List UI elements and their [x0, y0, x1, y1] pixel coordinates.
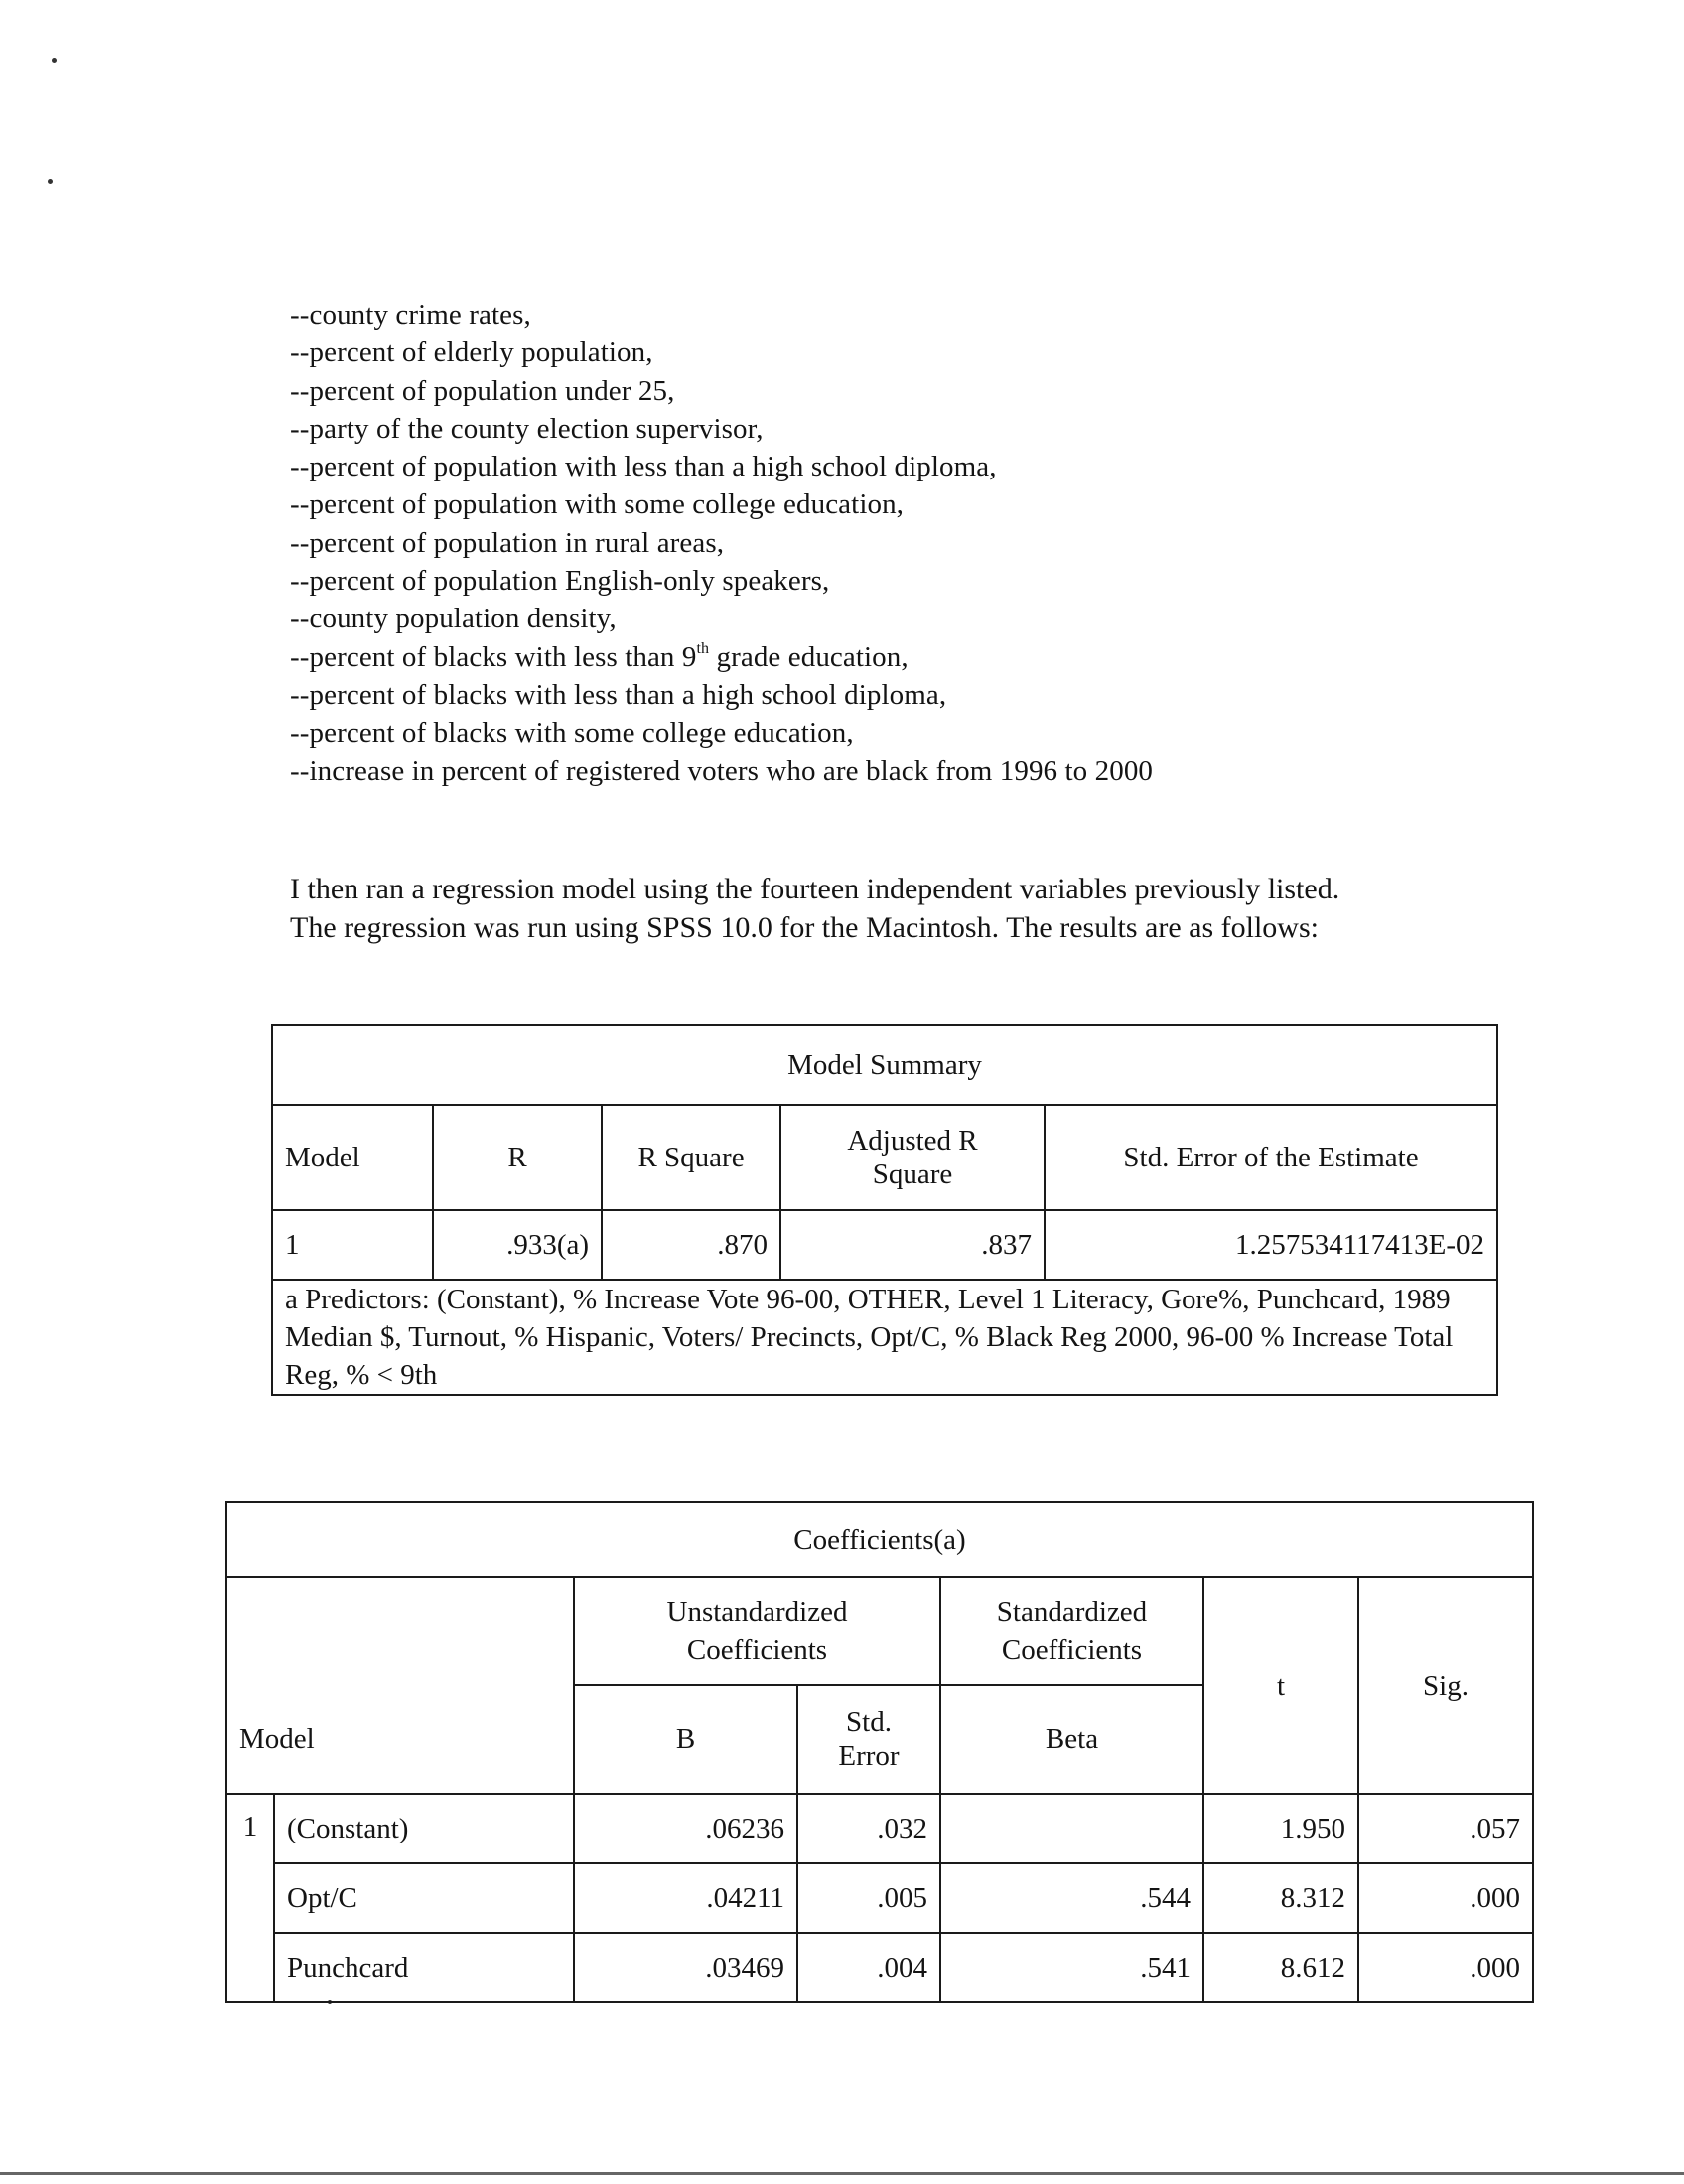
table-cell: 1.257534117413E-02: [1045, 1210, 1497, 1280]
model-summary-table: [271, 1024, 1498, 1396]
table-cell: .057: [1358, 1794, 1533, 1863]
column-header: t: [1203, 1577, 1358, 1794]
list-item: --party of the county election supervisor,: [290, 412, 764, 445]
list-item: --increase in percent of registered voters who are black from 1996 to 2000: [290, 754, 1154, 787]
header-line: Coefficients: [1001, 1634, 1143, 1666]
model-number-cell: 1: [226, 1794, 274, 2002]
table-cell: .004: [797, 1933, 940, 2002]
table-cell: .870: [602, 1210, 780, 1280]
table-title: Coefficients(a): [226, 1502, 1533, 1577]
column-header: Std. Error of the Estimate: [1045, 1105, 1497, 1210]
list-item: --percent of population under 25,: [290, 374, 675, 407]
table-row: [226, 1933, 1533, 2002]
list-item: --percent of population English-only speakers,: [290, 565, 830, 598]
table-cell: (Constant): [274, 1794, 574, 1863]
header-line: Standardized: [996, 1596, 1148, 1628]
table-cell: [226, 1577, 574, 1685]
list-item-text: --percent of blacks with less than 9: [290, 640, 697, 673]
header-line: Adjusted R: [847, 1125, 978, 1157]
column-header: [940, 1577, 1203, 1685]
intro-line: I then ran a regression model using the fourteen independent variables previously listed.: [290, 873, 1340, 905]
header-line: Std.: [846, 1706, 892, 1738]
column-header: [797, 1685, 940, 1794]
column-header: B: [574, 1685, 797, 1794]
table-cell: .032: [797, 1794, 940, 1863]
header-line: Error: [838, 1740, 900, 1772]
table-cell: .04211: [574, 1863, 797, 1933]
column-header: R: [433, 1105, 602, 1210]
scan-edge-line: [0, 2172, 1684, 2175]
coefficients-table: [225, 1501, 1534, 2003]
column-header: [780, 1105, 1045, 1210]
column-header: Sig.: [1358, 1577, 1533, 1794]
scan-speck: [52, 58, 57, 63]
table-cell: .000: [1358, 1863, 1533, 1933]
list-item: --percent of population in rural areas,: [290, 526, 725, 559]
header-line: Unstandardized: [666, 1596, 848, 1628]
list-item: --county population density,: [290, 603, 617, 635]
table-cell: .005: [797, 1863, 940, 1933]
column-header: R Square: [602, 1105, 780, 1210]
intro-paragraph: [290, 870, 1339, 947]
table-cell: .541: [940, 1933, 1203, 2002]
table-cell: .03469: [574, 1933, 797, 2002]
list-item-text: grade education,: [709, 640, 909, 673]
header-line: Square: [872, 1159, 953, 1190]
table-cell: 1: [272, 1210, 433, 1280]
column-header: Beta: [940, 1685, 1203, 1794]
table-cell: 8.612: [1203, 1933, 1358, 2002]
table-cell: .837: [780, 1210, 1045, 1280]
superscript: th: [696, 640, 710, 658]
table-cell: .000: [1358, 1933, 1533, 2002]
list-item: --percent of blacks with less than a high school diploma,: [290, 678, 947, 711]
list-item: --percent of population with some college education,: [290, 488, 905, 521]
table-cell: .06236: [574, 1794, 797, 1863]
table-row: [226, 1794, 1533, 1863]
table-footnote: a Predictors: (Constant), % Increase Vote 96-00, OTHER, Level 1 Literacy, Gore%, Punchcard, 1989 Median $, Turnout, % Hispanic, Voters/ Precincts, Opt/C, % Black Reg 2000, 96-00 % Increase Total Reg, % < 9th: [272, 1280, 1497, 1395]
table-cell: Punchcard: [274, 1933, 574, 2002]
list-item: --county crime rates,: [290, 299, 531, 331]
table-cell: 1.950: [1203, 1794, 1358, 1863]
table-cell: .933(a): [433, 1210, 602, 1280]
table-cell: [940, 1794, 1203, 1863]
variable-list: [290, 296, 1153, 790]
column-header: Model: [272, 1105, 433, 1210]
table-cell: 8.312: [1203, 1863, 1358, 1933]
list-item: --percent of population with less than a high school diploma,: [290, 451, 997, 483]
table-cell: Opt/C: [274, 1863, 574, 1933]
table-row: [226, 1863, 1533, 1933]
table-title: Model Summary: [272, 1025, 1497, 1105]
list-item: --percent of elderly population,: [290, 337, 653, 369]
table-cell: .544: [940, 1863, 1203, 1933]
scan-speck: [48, 179, 53, 184]
list-item: --percent of blacks with some college education,: [290, 717, 854, 750]
list-item: [290, 638, 1153, 676]
column-header: Model: [226, 1685, 574, 1794]
header-line: Coefficients: [686, 1634, 828, 1666]
column-header: [574, 1577, 940, 1685]
intro-line: The regression was run using SPSS 10.0 for the Macintosh. The results are as follows:: [290, 911, 1319, 944]
